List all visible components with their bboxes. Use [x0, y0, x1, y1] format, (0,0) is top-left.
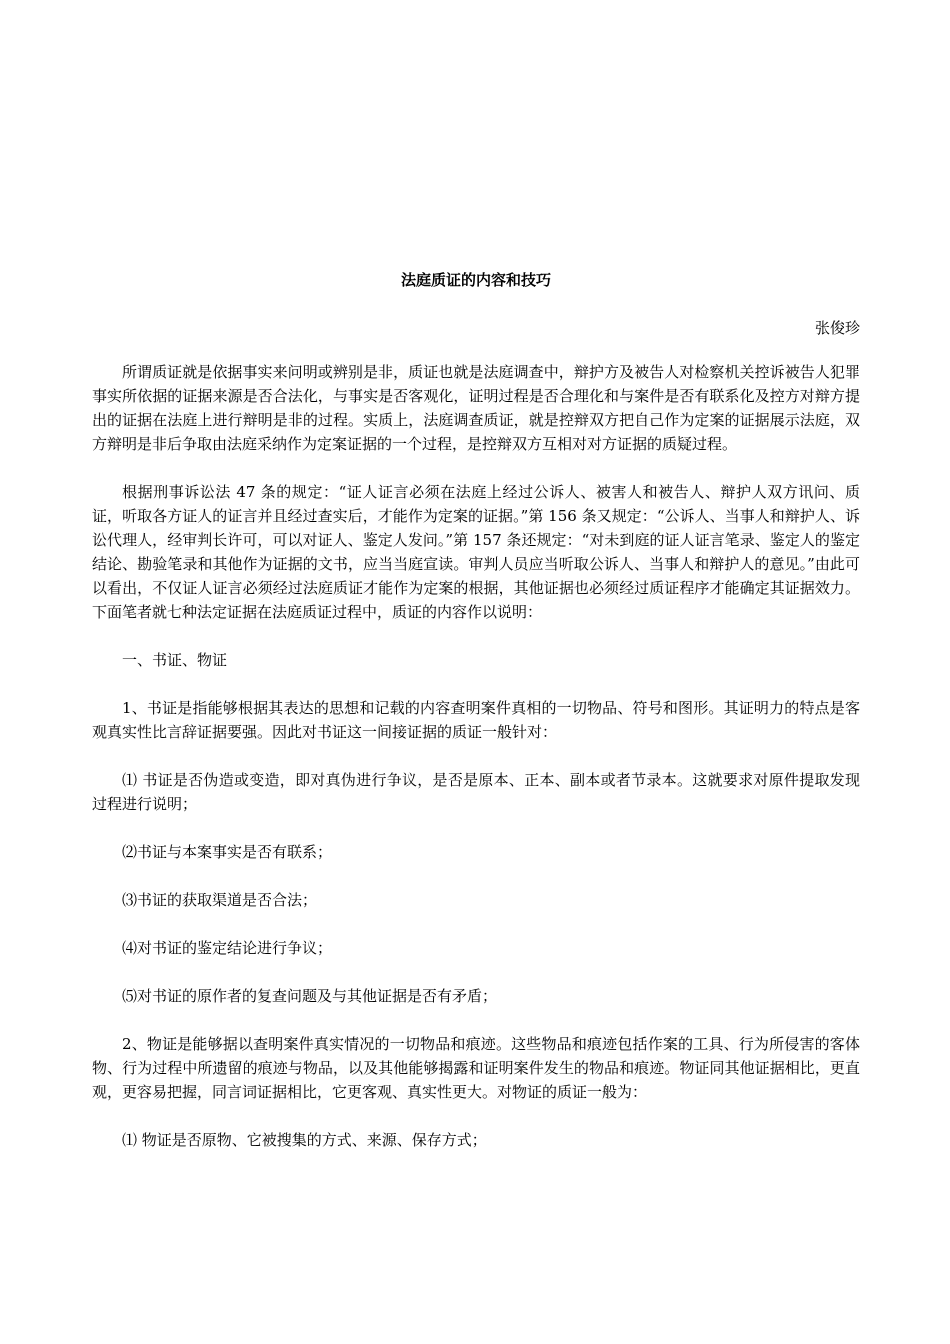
list-item-documentary-3: ⑶书证的获取渠道是否合法； — [122, 891, 318, 909]
section-heading-documentary-physical-evidence: 一、书证、物证 — [122, 651, 228, 669]
list-item-physical-1: ⑴ 物证是否原物、它被搜集的方式、来源、保存方式； — [122, 1131, 487, 1149]
paragraph-legal-basis: 根据刑事诉讼法 47 条的规定：“证人证言必须在法庭上经过公诉人、被害人和被告人、辩护人双方讯问、质证，听取各方证人的证言并且经过查实后，才能作为定案的证据。”第 156 条又规定：“公诉人、当事人和辩护人、诉讼代理人，经审判长许可，可以对证人、鉴定人发问。”第 157 条还规定：“对未到庭的证人证言笔录、鉴定人的鉴定结论、勘验笔录和其他作为证据的文书，应当当庭宣读。审判人员应当听取公诉人、当事人和辩护人的意见。”由此可以看出，不仅证人证言必须经过法庭质证才能作为定案的根据，其他证据也必须经过质证程序才能确定其证据效力。下面笔者就七种法定证据在法庭质证过程中，质证的内容作以说明： — [92, 483, 860, 621]
list-item-documentary-5: ⑸对书证的原作者的复查问题及与其他证据是否有矛盾； — [122, 987, 498, 1005]
paragraph-physical-evidence: 2、物证是能够据以查明案件真实情况的一切物品和痕迹。这些物品和痕迹包括作案的工具、行为所侵害的客体物、行为过程中所遗留的痕迹与物品，以及其他能够揭露和证明案件发生的物品和痕迹。物证同其他证据相比，更直观，更容易把握，同言词证据相比，它更客观、真实性更大。对物证的质证一般为： — [92, 1035, 860, 1101]
document-body — [92, 270, 860, 1152]
document-author: 张俊珍 — [814, 319, 860, 337]
list-item-documentary-2: ⑵书证与本案事实是否有联系； — [122, 843, 333, 861]
list-item-documentary-1: ⑴ 书证是否伪造或变造，即对真伪进行争议，是否是原本、正本、副本或者节录本。这就要求对原件提取发现过程进行说明； — [92, 771, 860, 813]
paragraph-documentary-evidence: 1、书证是指能够根据其表达的思想和记载的内容查明案件真相的一切物品、符号和图形。其证明力的特点是客观真实性比言辞证据要强。因此对书证这一间接证据的质证一般针对： — [92, 699, 860, 741]
paragraph-definition: 所谓质证就是依据事实来问明或辨别是非，质证也就是法庭调查中，辩护方及被告人对检察机关控诉被告人犯罪事实所依据的证据来源是否合法化，与事实是否客观化，证明过程是否合理化和与案件是否有联系化及控方对辩方提出的证据在法庭上进行辩明是非的过程。实质上，法庭调查质证，就是控辩双方把自己作为定案的证据展示法庭，双方辩明是非后争取由法庭采纳作为定案证据的一个过程，是控辩双方互相对对方证据的质疑过程。 — [92, 363, 860, 453]
list-item-documentary-4: ⑷对书证的鉴定结论进行争议； — [122, 939, 333, 957]
document-title: 法庭质证的内容和技巧 — [400, 271, 551, 289]
